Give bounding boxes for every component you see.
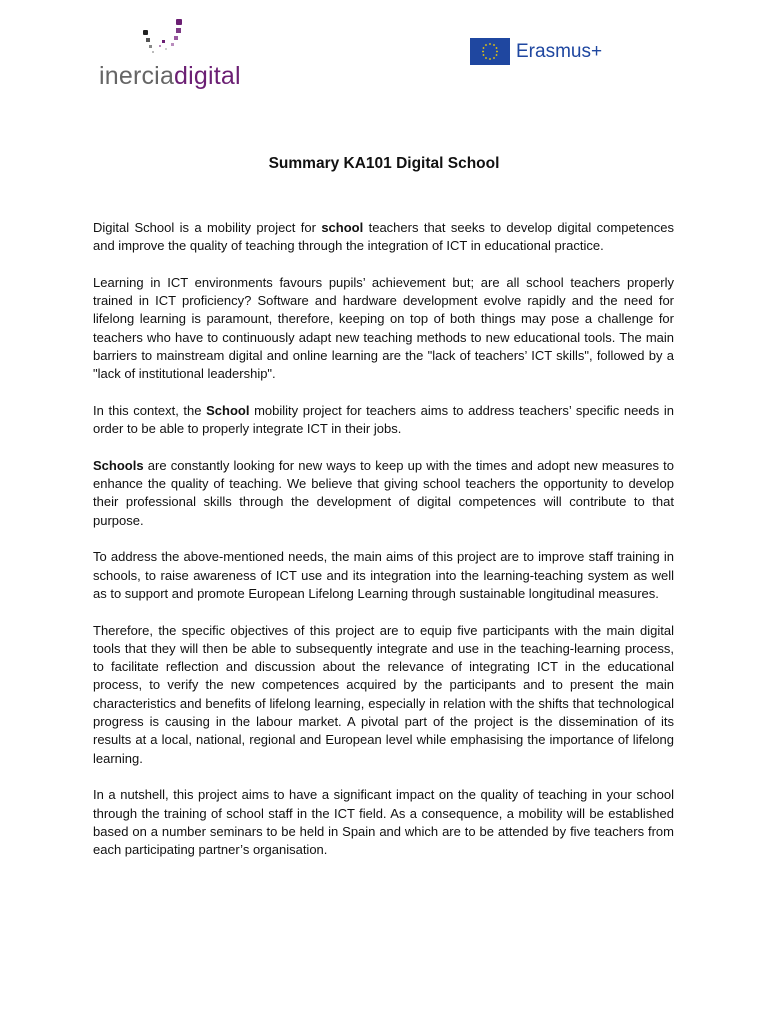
paragraph: [93, 457, 674, 530]
logo-text-inercia: inercia: [99, 62, 175, 90]
paragraph: [93, 402, 674, 439]
bold-text: school: [321, 220, 364, 235]
inerciadigital-logo: [95, 18, 245, 93]
text: are constantly looking for new ways to keep up with the times and adopt new measures to enhance the quality of teaching. We believe that giving school teachers the opportunity to develop their professional skills through the development of digital competences will contribute to that purpose.: [93, 457, 674, 528]
paragraph: [93, 622, 674, 768]
text: In a nutshell, this project aims to have a significant impact on the quality of teaching in your school through the training of school staff in the ICT field. As a consequence, a mobility will be established based on a number seminars to be held in Spain and which are to be attended by five teachers from each participating partner’s organisation.: [93, 787, 674, 858]
eu-flag-icon: [470, 38, 510, 65]
text: mobility project for teachers aims to address teachers’ specific needs in order to be able to properly integrate ICT in their jobs.: [93, 402, 674, 437]
logo-dots-icon: [140, 18, 200, 58]
text: Digital School is a mobility project for: [93, 220, 322, 235]
text: teachers that seeks to develop digital competences and improve the quality of teaching through the integration of ICT in educational practice.: [93, 220, 674, 254]
text: Learning in ICT environments favours pupils’ achievement but; are all school teachers properly trained in ICT proficiency? Software and hardware development evolve rapidly and the need for lifelong learning is paramount, therefore, keeping on top of both things may pose a challenge for teachers who have to continuously adapt new teaching methods to new educational tools. The main barriers to mainstream digital and online learning are the "lack of teachers’ ICT skills", followed by a "lack of institutional leadership".: [93, 274, 674, 382]
erasmus-logo: [470, 38, 602, 65]
logo-text-digital: digital: [174, 62, 241, 90]
paragraph: [93, 274, 674, 384]
paragraph: [93, 219, 674, 256]
document-body: [93, 219, 674, 878]
paragraph: [93, 786, 674, 859]
erasmus-text: Erasmus+: [516, 40, 603, 62]
bold-text: Schools: [93, 457, 144, 473]
bold-text: School: [206, 402, 250, 418]
paragraph: [93, 548, 674, 603]
document-title: Summary KA101 Digital School: [268, 155, 500, 172]
text: In this context, the: [93, 402, 207, 418]
text: To address the above-mentioned needs, the main aims of this project are to improve staff training in schools, to raise awareness of ICT use and its integration into the learning-teaching system as well as to support and promote European Lifelong Learning through sustainable longitudinal measures.: [93, 549, 674, 601]
text: Therefore, the specific objectives of this project are to equip five participants with the main digital tools that they will then be able to subsequently integrate and use in the teaching-learning process, to facilitate reflection and discussion about the relevance of integrating ICT in the educational process, to verify the new competences acquired by the participants and to present the main characteristics and benefits of lifelong learning, especially in relation with the shifts that technological progress is causing in the labour market. A pivotal part of the project is the dissemination of its results at a local, national, regional and European level while emphasising the importance of lifelong learning.: [93, 622, 674, 766]
